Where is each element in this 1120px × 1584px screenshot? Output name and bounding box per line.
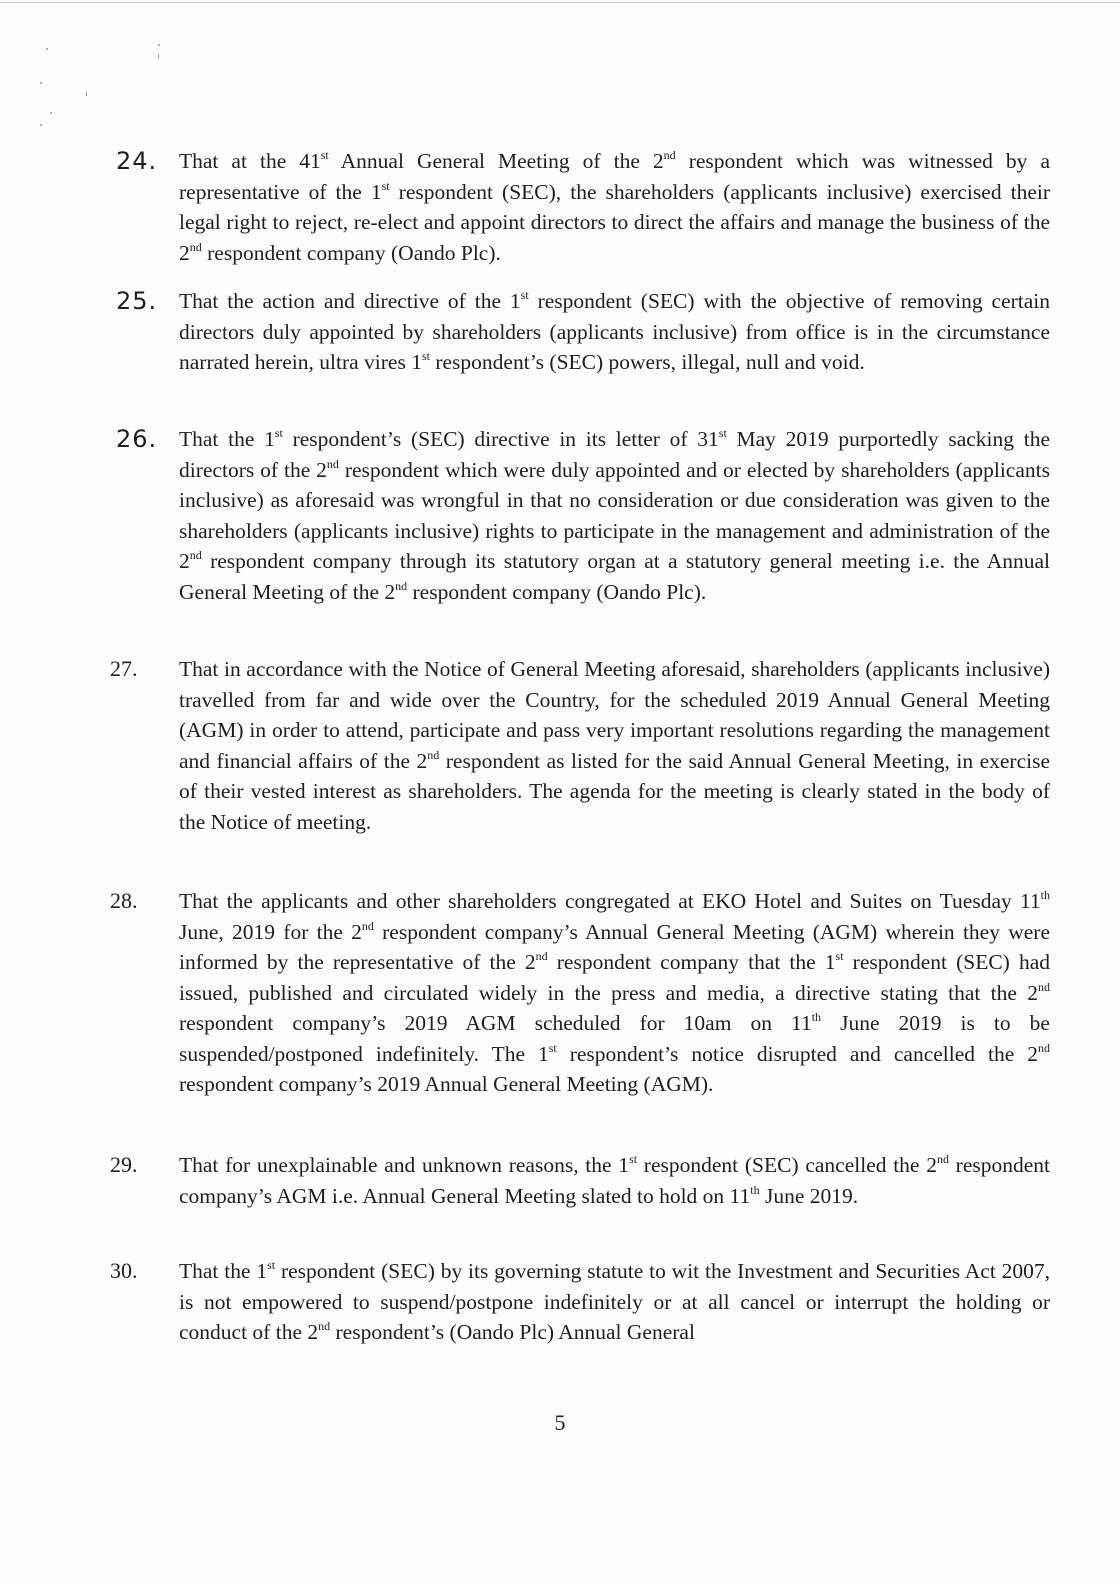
- ordinal-suffix: st: [381, 178, 390, 193]
- paragraph-number: 30.: [110, 1258, 138, 1283]
- paragraph-number: 24.: [116, 147, 158, 175]
- ordinal-suffix: st: [629, 1152, 638, 1166]
- ordinal-suffix: st: [520, 288, 529, 302]
- ordinal-suffix: nd: [326, 456, 339, 471]
- ordinal-suffix: nd: [189, 239, 202, 254]
- ordinal-suffix: st: [835, 949, 844, 963]
- paragraph-number: 28.: [110, 888, 138, 913]
- paragraph-number: 26.: [116, 425, 158, 453]
- paragraph-27: [110, 654, 1050, 837]
- paragraph-text: That at the 41st Annual General Meeting of the 2nd respondent which was witnessed by a representative of the 1st respondent (SEC), the shareholders (applicants inclusive) exercised their legal right to reject, re-elect and appoint directors to direct the affairs and manage the business of the 2nd respondent company (Oando Plc).: [179, 148, 1051, 265]
- ordinal-suffix: th: [1040, 888, 1050, 902]
- ordinal-suffix: st: [267, 1258, 276, 1272]
- ordinal-suffix: st: [274, 426, 283, 440]
- scan-speck: [46, 48, 48, 50]
- scan-speck: [50, 112, 52, 114]
- ordinal-suffix: nd: [1038, 1040, 1050, 1055]
- paragraph-28: [110, 886, 1050, 1100]
- ordinal-suffix: nd: [395, 578, 408, 593]
- paragraph-number: 27.: [110, 656, 138, 681]
- paragraph-text: That the 1st respondent (SEC) by its governing statute to wit the Investment and Securities Act 2007, is not empowered to suspend/postpone indefinitely or at all cancel or interrupt the holding or conduct of the 2nd respondent’s (Oando Plc) Annual General: [179, 1258, 1051, 1344]
- paragraph-number: 29.: [110, 1152, 138, 1177]
- paragraph-30: [110, 1256, 1050, 1348]
- scan-speck: [40, 82, 42, 84]
- paragraph-26: [110, 424, 1050, 607]
- ordinal-suffix: th: [750, 1182, 760, 1197]
- paragraph-25: [110, 286, 1050, 378]
- paragraph-number: 25.: [116, 287, 158, 315]
- paragraph-text: That the 1st respondent’s (SEC) directive in its letter of 31st May 2019 purportedly sacking the directors of the 2nd respondent which were duly appointed and or elected by shareholders (applicants inclusive) as aforesaid was wrongful in that no consideration or due consideration was given to the shareholders (applicants inclusive) rights to participate in the management and administration of the 2nd respondent company through its statutory organ at a statutory general meeting i.e. the Annual General Meeting of the 2nd respondent company (Oando Plc).: [179, 426, 1050, 604]
- paragraph-text: That the applicants and other shareholders congregated at EKO Hotel and Suites on Tuesday 11th June, 2019 for the 2nd respondent company’s Annual General Meeting (AGM) wherein they were informed by the representative of the 2nd respondent company that the 1st respondent (SEC) had issued, published and circulated widely in the press and media, a directive stating that the 2nd respondent company’s 2019 AGM scheduled for 10am on 11th June 2019 is to be suspended/postponed indefinitely. The 1st respondent’s notice disrupted and cancelled the 2nd respondent company’s 2019 Annual General Meeting (AGM).: [179, 888, 1050, 1096]
- paragraph-text: That the action and directive of the 1st respondent (SEC) with the objective of removing certain directors duly appointed by shareholders (applicants inclusive) from office is in the circumstance narrated herein, ultra vires 1st respondent’s (SEC) powers, illegal, null and void.: [179, 288, 1051, 374]
- scan-speck: [40, 124, 42, 126]
- paragraph-29: [110, 1150, 1050, 1211]
- ordinal-suffix: nd: [936, 1152, 949, 1166]
- ordinal-suffix: th: [811, 1010, 822, 1024]
- scan-speck: [86, 92, 87, 96]
- page-number: 5: [554, 1410, 566, 1435]
- scan-speck: [158, 54, 159, 59]
- ordinal-suffix: st: [718, 426, 727, 440]
- ordinal-suffix: nd: [535, 949, 548, 963]
- paragraph-24: [110, 146, 1050, 268]
- ordinal-suffix: nd: [663, 148, 676, 162]
- ordinal-suffix: st: [421, 349, 430, 363]
- paragraph-text: That for unexplainable and unknown reasons, the 1st respondent (SEC) cancelled the 2nd respondent company’s AGM i.e. Annual General Meeting slated to hold on 11th June 2019.: [179, 1152, 1051, 1208]
- ordinal-suffix: nd: [361, 918, 374, 933]
- ordinal-suffix: st: [320, 148, 329, 162]
- ordinal-suffix: nd: [189, 548, 202, 562]
- scan-speck: [158, 44, 160, 46]
- scan-top-edge: [0, 2, 1120, 3]
- ordinal-suffix: nd: [1038, 979, 1050, 994]
- ordinal-suffix: nd: [427, 747, 440, 762]
- ordinal-suffix: st: [548, 1040, 557, 1055]
- ordinal-suffix: nd: [318, 1319, 331, 1333]
- paragraph-text: That in accordance with the Notice of General Meeting aforesaid, shareholders (applicants inclusive) travelled from far and wide over the Country, for the scheduled 2019 Annual General Meeting (AGM) in order to attend, participate and pass very important resolutions regarding the management and financial affairs of the 2nd respondent as listed for the said Annual General Meeting, in exercise of their vested interest as shareholders. The agenda for the meeting is clearly stated in the body of the Notice of meeting.: [179, 657, 1051, 834]
